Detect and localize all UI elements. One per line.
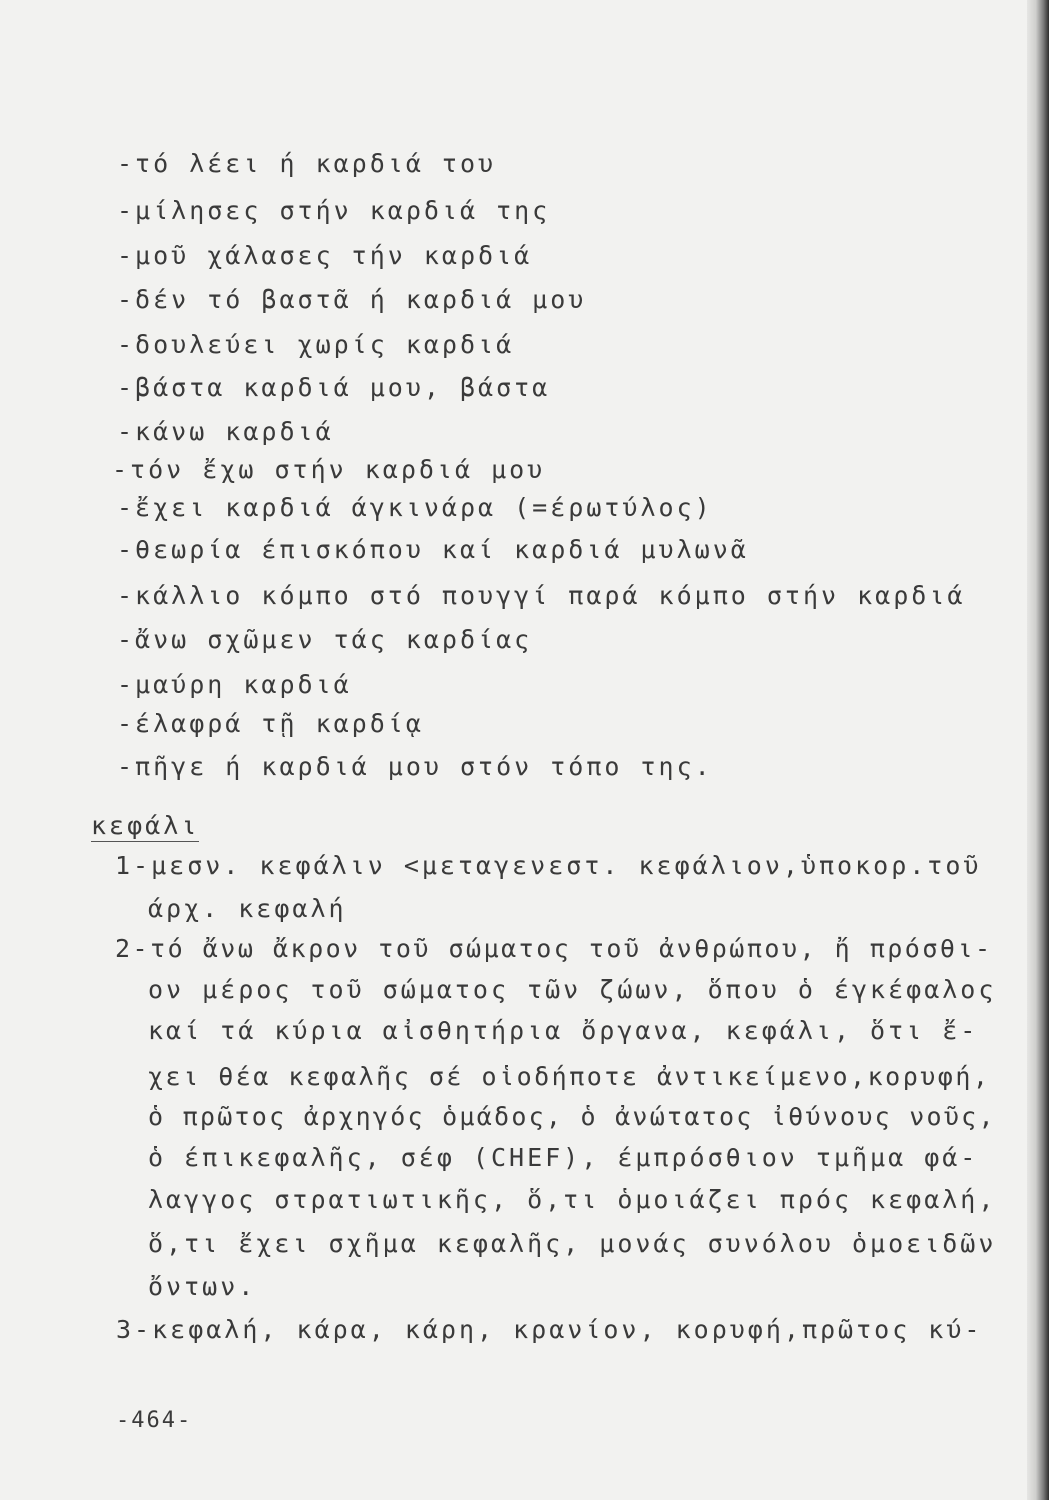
entry-line: 1-μεσν. κεφάλιν <μεταγενεστ. κεφάλιον,ὑποκορ.τοῦ <box>115 851 982 880</box>
phrase-line: -έλαφρά τῇ καρδίᾳ <box>117 709 424 738</box>
phrase-line: -ἄνω σχῶμεν τάς καρδίας <box>117 625 533 654</box>
entry-line: άρχ. κεφαλή <box>148 894 347 923</box>
phrase-line: -δέν τό βαστᾶ ή καρδιά μου <box>117 285 587 314</box>
entry-line: ὁ έπικεφαλῆς, σέφ (CHEF), έμπρόσθιον τμῆμα φά- <box>148 1143 979 1172</box>
phrase-line: -μαύρη καρδιά <box>117 670 352 699</box>
entry-line: λαγγος στρατιωτικῆς, ὅ,τι ὁμοιάζει πρός κεφαλή, <box>148 1185 997 1214</box>
phrase-line: -μοῦ χάλασες τήν καρδιά <box>117 241 533 270</box>
entry-line: 2-τό ἄνω ἄκρον τοῦ σώματος τοῦ ἀνθρώπου, ἤ πρόσθι- <box>115 934 993 963</box>
entry-headword: κεφάλι <box>91 811 200 840</box>
page-number: -464- <box>116 1408 193 1433</box>
entry-line: 3-κεφαλή, κάρα, κάρη, κρανίον, κορυφή,πρῶτος κύ- <box>116 1315 983 1344</box>
phrase-line: -θεωρία έπισκόπου καί καρδιά μυλωνᾶ <box>117 535 749 564</box>
entry-line: ὁ πρῶτος ἀρχηγός ὁμάδος, ὁ ἀνώτατος ἰθύνους νοῦς, <box>148 1102 996 1131</box>
phrase-line: -τό λέει ή καρδιά του <box>117 149 497 178</box>
entry-line: ὄντων. <box>148 1272 257 1301</box>
entry-line: ον μέρος τοῦ σώματος τῶν ζώων, ὅπου ὁ έγκέφαλος <box>148 975 997 1004</box>
phrase-line: -βάστα καρδιά μου, βάστα <box>117 373 551 402</box>
phrase-line: -δουλεύει χωρίς καρδιά <box>117 330 515 359</box>
phrase-line: -κάλλιο κόμπο στό πουγγί παρά κόμπο στήν καρδιά <box>117 581 966 610</box>
phrase-line: -ἔχει καρδιά άγκινάρα (=έρωτύλος) <box>117 493 713 522</box>
entry-line: χει θέα κεφαλῆς σέ οἱοδήποτε ἀντικείμενο,κορυφή, <box>148 1062 991 1091</box>
phrase-line: -τόν ἔχω στήν καρδιά μου <box>112 455 546 484</box>
page-binding-edge <box>1027 0 1049 1500</box>
phrase-line: -κάνω καρδιά <box>117 417 334 446</box>
entry-line: ὅ,τι ἔχει σχῆμα κεφαλῆς, μονάς συνόλου ὁμοειδῶν <box>148 1229 997 1258</box>
phrase-line: -μίλησες στήν καρδιά της <box>117 196 551 225</box>
entry-line: καί τά κύρια αἰσθητήρια ὄργανα, κεφάλι, ὅτι ἔ- <box>148 1016 979 1045</box>
phrase-line: -πῆγε ή καρδιά μου στόν τόπο της. <box>117 752 713 781</box>
